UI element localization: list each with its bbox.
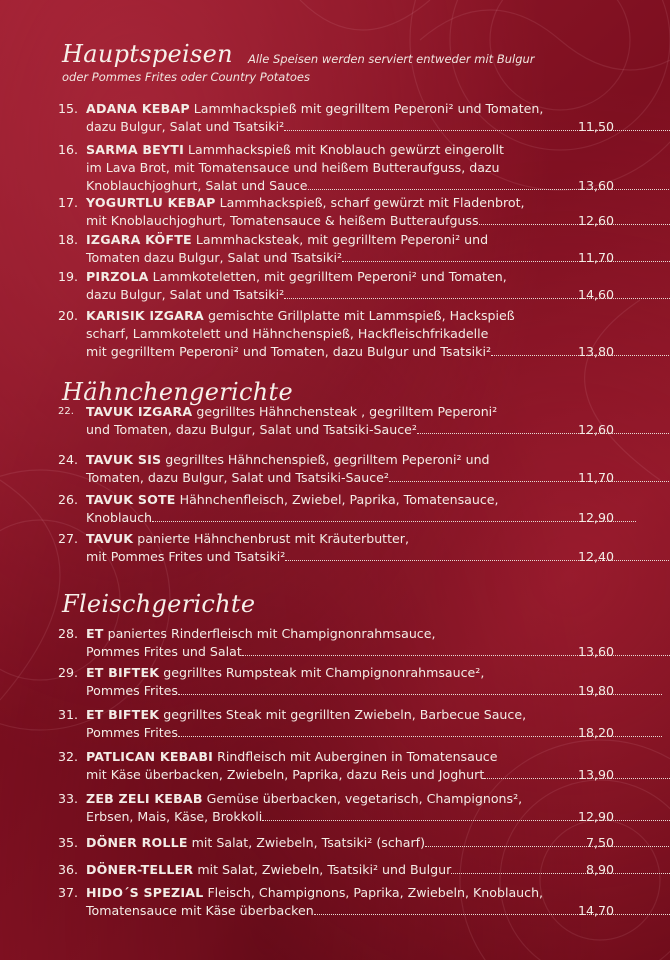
description-line [86,664,614,682]
item-name: HIDO´S SPEZIAL [86,885,204,900]
description-line [86,403,614,421]
item-description [86,530,614,566]
item-text: gegrilltes Steak mit gegrillten Zwiebeln, Barbecue Sauce, [159,707,527,722]
item-price: 13,60 [577,644,614,659]
section-heading: Hauptspeisen [62,40,233,68]
item-text: Knoblauchjoghurt, Salat und Sauce [86,178,308,193]
item-number: 29. [58,665,79,680]
item-number: 31. [58,707,79,722]
item-number: 28. [58,626,79,641]
item-number: 17. [58,195,79,210]
dot-leader [152,520,636,522]
item-text: und Tomaten, dazu Bulgur, Salat und Tsatsiki-Sauce² [86,422,417,437]
item-name: PIRZOLA [86,269,149,284]
item-price: 14,70 [577,903,614,918]
item-price: 11,70 [577,470,614,485]
item-text: Pommes Frites [86,725,178,740]
item-number: 37. [58,885,79,900]
item-text: Rindfleisch mit Auberginen in Tomatensauce [213,749,498,764]
item-price: 11,70 [577,250,614,265]
dot-leader [342,260,670,262]
description-line [86,268,614,286]
item-number: 22. [58,406,74,417]
item-text: gemischte Grillplatte mit Lammspieß, Hackspieß [203,308,515,323]
item-number: 36. [58,862,79,877]
item-name: ET BIFTEK [86,707,160,722]
section-heading-row [62,378,293,406]
item-number: 18. [58,232,79,247]
item-description [86,884,614,920]
item-price: 13,60 [577,178,614,193]
section-heading-row [62,590,255,618]
item-text: Fleisch, Champignons, Paprika, Zwiebeln, Knoblauch, [203,885,544,900]
item-price: 12,90 [577,809,614,824]
dot-leader [425,845,670,847]
item-price: 13,80 [577,344,614,359]
description-line [86,469,614,487]
description-line [86,177,614,195]
section-subtitle: Alle Speisen werden serviert entweder mit Bulgur [248,52,535,66]
item-description [86,491,614,527]
dot-leader [308,188,670,190]
item-number: 32. [58,749,79,764]
item-description [86,790,614,826]
item-description [86,403,614,439]
description-line [86,530,614,548]
item-price: 12,40 [577,549,614,564]
description-line [86,451,614,469]
item-description [86,706,614,742]
item-text: Tomaten dazu Bulgur, Salat und Tsatsiki² [86,250,343,265]
item-text: mit Pommes Frites und Tsatsiki² [86,549,286,564]
item-description [86,194,614,230]
item-number: 27. [58,531,79,546]
item-text: mit Salat, Zwiebeln, Tsatsiki² und Bulgur [193,862,452,877]
description-line [86,421,614,439]
item-description [86,268,614,304]
item-text: Pommes Frites [86,683,178,698]
item-name: SARMA BEYTI [86,142,184,157]
description-line [86,249,614,267]
item-name: TAVUK SIS [86,452,162,467]
description-line [86,643,614,661]
item-text: Lammhackspieß mit Knoblauch gewürzt eingerollt [183,142,504,157]
description-line [86,231,614,249]
section-subtitle: oder Pommes Frites oder Country Potatoes [62,70,310,84]
dot-leader [314,913,670,915]
description-line [86,834,614,852]
section-heading-row [62,40,233,68]
item-text: Lammhacksteak, mit gegrilltem Peperoni² und [191,232,489,247]
item-description [86,748,614,784]
item-name: ET [86,626,104,641]
description-line [86,509,614,527]
item-name: ZEB ZELI KEBAB [86,791,203,806]
item-number: 33. [58,791,79,806]
item-description [86,307,614,361]
item-name: DÖNER-TELLER [86,862,194,877]
item-text: gegrilltes Rumpsteak mit Champignonrahmsauce², [159,665,485,680]
item-text: Tomatensauce mit Käse überbacken [86,903,314,918]
item-description [86,100,614,136]
item-name: ET BIFTEK [86,665,160,680]
description-line [86,902,614,920]
description-line [86,307,614,325]
item-price: 12,90 [577,510,614,525]
item-number: 26. [58,492,79,507]
item-text: gegrilltes Hähnchensteak , gegrilltem Peperoni² [192,404,498,419]
description-line [86,548,614,566]
item-text: mit gegrilltem Peperoni² und Tomaten, dazu Bulgur und Tsatsiki² [86,344,491,359]
item-description [86,451,614,487]
description-line [86,286,614,304]
item-number: 35. [58,835,79,850]
description-line [86,141,614,159]
item-price: 13,90 [577,767,614,782]
item-text: mit Salat, Zwiebeln, Tsatsiki² (scharf) [187,835,425,850]
section-heading: Hähnchengerichte [62,378,293,406]
description-line [86,808,614,826]
item-text: panierte Hähnchenbrust mit Kräuterbutter, [133,531,409,546]
item-text: Lammhackspieß mit gegrilltem Peperoni² und Tomaten, [189,101,544,116]
item-text: dazu Bulgur, Salat und Tsatsiki² [86,119,285,134]
item-name: ADANA KEBAP [86,101,190,116]
item-name: TAVUK [86,531,134,546]
dot-leader [389,480,670,482]
item-text: mit Käse überbacken, Zwiebeln, Paprika, dazu Reis und Joghurt [86,767,485,782]
item-name: YOGURTLU KEBAP [86,195,216,210]
description-line [86,212,614,230]
description-line [86,343,614,361]
item-text: Erbsen, Mais, Käse, Brokkoli [86,809,263,824]
item-number: 24. [58,452,79,467]
item-text: im Lava Brot, mit Tomatensauce und heißem Butteraufguss, dazu [86,160,500,175]
dot-leader [417,432,670,434]
item-name: TAVUK IZGARA [86,404,193,419]
item-price: 8,90 [585,862,614,877]
item-price: 12,60 [577,422,614,437]
item-text: Gemüse überbacken, vegetarisch, Champignons², [202,791,523,806]
item-description [86,625,614,661]
item-text: Knoblauch [86,510,153,525]
description-line [86,884,614,902]
dot-leader [451,872,670,874]
description-line [86,194,614,212]
description-line [86,100,614,118]
description-line [86,790,614,808]
description-line [86,159,614,177]
item-name: IZGARA KÖFTE [86,232,192,247]
description-line [86,861,614,879]
description-line [86,748,614,766]
description-line [86,118,614,136]
item-text: Hähnchenfleisch, Zwiebel, Paprika, Tomatensauce, [175,492,499,507]
item-price: 12,60 [577,213,614,228]
item-name: PATLICAN KEBABI [86,749,214,764]
item-text: mit Knoblauchjoghurt, Tomatensauce & heißem Butteraufguss [86,213,479,228]
item-price: 7,50 [585,835,614,850]
item-number: 20. [58,308,79,323]
item-description [86,834,614,852]
item-name: DÖNER ROLLE [86,835,188,850]
description-line [86,682,614,700]
item-description [86,664,614,700]
item-number: 16. [58,142,79,157]
item-price: 11,50 [577,119,614,134]
section-heading: Fleischgerichte [62,590,256,618]
description-line [86,625,614,643]
item-text: paniertes Rinderfleisch mit Champignonrahmsauce, [103,626,436,641]
item-name: KARISIK IZGARA [86,308,204,323]
description-line [86,706,614,724]
item-number: 15. [58,101,79,116]
item-price: 14,60 [577,287,614,302]
item-description [86,861,614,879]
description-line [86,325,614,343]
item-text: Pommes Frites und Salat [86,644,242,659]
item-text: Lammhackspieß, scharf gewürzt mit Fladenbrot, [215,195,525,210]
item-text: Lammkoteletten, mit gegrilltem Peperoni² und Tomaten, [148,269,507,284]
item-description [86,231,614,267]
item-name: TAVUK SOTE [86,492,176,507]
item-text: Tomaten, dazu Bulgur, Salat und Tsatsiki-Sauce² [86,470,389,485]
description-line [86,724,614,742]
item-text: dazu Bulgur, Salat und Tsatsiki² [86,287,285,302]
item-text: scharf, Lammkotelett und Hähnchenspieß, Hackfleischfrikadelle [86,326,489,341]
item-description [86,141,614,195]
item-text: gegrilltes Hähnchenspieß, gegrilltem Peperoni² und [161,452,490,467]
item-number: 19. [58,269,79,284]
description-line [86,766,614,784]
item-price: 18,20 [577,725,614,740]
description-line [86,491,614,509]
dot-leader [479,223,670,225]
item-price: 19,80 [577,683,614,698]
